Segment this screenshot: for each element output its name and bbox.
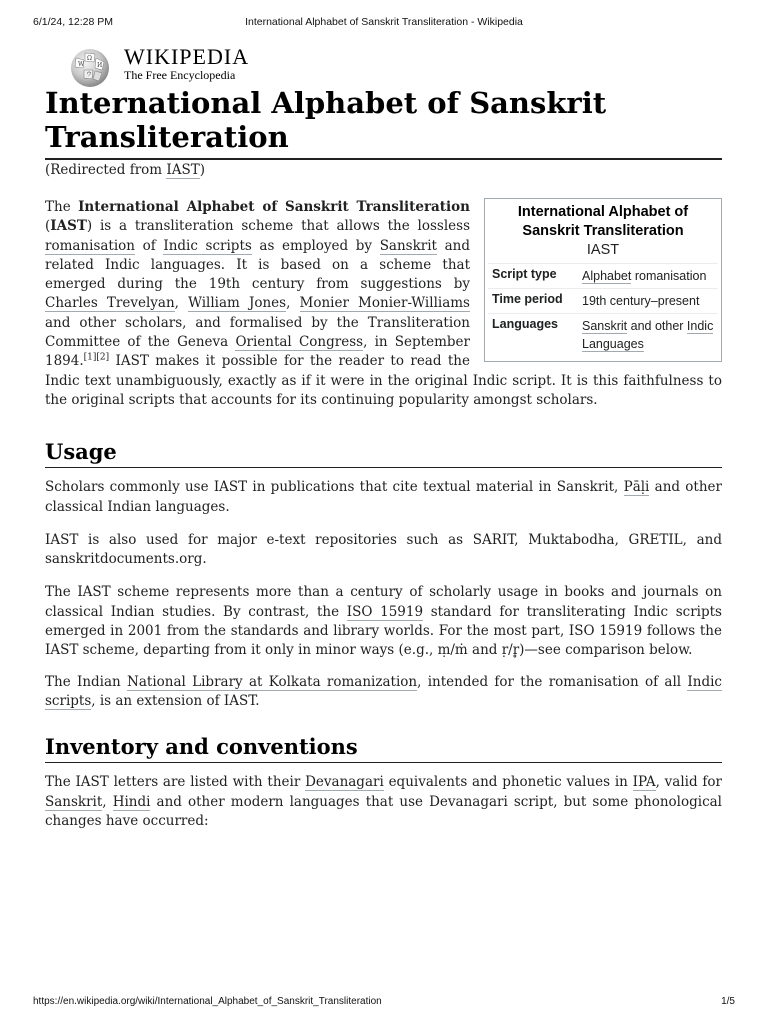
- usage-paragraph-2: IAST is also used for major e-text repositories such as SARIT, Muktabodha, GRETIL, and sanskritdocuments.org.: [45, 531, 722, 568]
- link-sanskrit[interactable]: Sanskrit: [45, 793, 103, 810]
- print-datetime: 6/1/24, 12:28 PM: [33, 16, 113, 28]
- infobox-row: [488, 289, 718, 314]
- link-sanskrit[interactable]: Sanskrit: [379, 237, 437, 254]
- link-indic-scripts[interactable]: Indic scripts: [163, 237, 252, 254]
- intro-paragraph: The International Alphabet of Sanskrit Transliteration (IAST) is a transliteration scheme that allows the lossless romanisation of Indic scripts as employed by Sanskrit and related Indic languages. It is based on a scheme that emerged during the 19th century from suggestions by Charles Trevelyan, William Jones, Monier Monier-Williams and other scholars, and formalised by the Transliteration Committee of the Geneva Oriental Congress, in September 1894.[1][2] IAST makes it possible for the reader to read the Indic text unambiguously, exactly as if it were in the original Indic script. It is this faithfulness to the original scripts that accounts for its continuing popularity amongst scholars.: [45, 199, 722, 408]
- link-oriental-congress[interactable]: Oriental Congress: [235, 334, 364, 351]
- redirect-link-iast[interactable]: IAST: [166, 162, 200, 178]
- link-romanisation[interactable]: romanisation: [45, 237, 135, 254]
- wordmark-tagline: The Free Encyclopedia: [124, 68, 236, 82]
- usage-paragraph-4: The Indian National Library at Kolkata romanization, intended for the romanisation of all Indic scripts, is an extension of IAST.: [45, 673, 722, 709]
- infobox-row: [488, 314, 718, 357]
- svg-text:ウ: ウ: [86, 71, 93, 78]
- article-content: [45, 86, 722, 831]
- link-pali[interactable]: Pāḷi: [623, 479, 650, 496]
- infobox-value: 19th century–present: [582, 294, 700, 308]
- usage-paragraph-3: The IAST scheme represents more than a century of scholarly usage in books and journals on classical Indian studies. By contrast, the ISO 15919 standard for transliterating Indic scripts emerged in 2001 from the standards and library worlds. For the most part, ISO 15919 follows the IAST scheme, departing from it only in minor ways (e.g., ṃ/ṁ and ṛ/r̥)—see comparison below.: [45, 584, 722, 659]
- link-indic-languages[interactable]: Indic Languages: [582, 319, 714, 351]
- inventory-paragraph-1: The IAST letters are listed with their Devanagari equivalents and phonetic values in IPA, valid for Sanskrit, Hindi and other modern languages that use Devanagari script, but some phonological changes have occurred:: [45, 774, 722, 829]
- svg-text:Ω: Ω: [87, 55, 92, 62]
- infobox-label: Languages: [492, 317, 558, 331]
- infobox-subtitle: IAST: [586, 242, 620, 258]
- redirect-notice: (Redirected from IAST): [45, 162, 206, 178]
- reference-2[interactable]: [2]: [96, 352, 110, 363]
- link-national-library-kolkata[interactable]: National Library at Kolkata romanization: [127, 673, 418, 690]
- print-url: https://en.wikipedia.org/wiki/International_Alphabet_of_Sanskrit_Transliteration: [33, 996, 382, 1007]
- svg-text:W: W: [78, 61, 85, 68]
- print-page-title: International Alphabet of Sanskrit Transliteration - Wikipedia: [245, 16, 523, 28]
- wordmark-name: WIKIPEDIA: [124, 44, 250, 69]
- infobox-table: [488, 263, 718, 356]
- link-alphabet[interactable]: Alphabet: [582, 269, 632, 283]
- intro-section: [45, 198, 722, 410]
- wikipedia-wordmark[interactable]: [124, 44, 249, 82]
- infobox-label: Script type: [492, 267, 557, 281]
- infobox-title: International Alphabet of Sanskrit Transliteration: [517, 204, 689, 239]
- link-william-jones[interactable]: William Jones: [188, 295, 287, 312]
- link-devanagari[interactable]: Devanagari: [305, 774, 384, 791]
- link-iso-15919[interactable]: ISO 15919: [346, 603, 424, 620]
- infobox-value: Sanskrit and other Indic Languages: [582, 319, 714, 351]
- infobox: [484, 198, 722, 362]
- infobox-row: [488, 264, 718, 289]
- usage-paragraph-1: Scholars commonly use IAST in publications that cite textual material in Sanskrit, Pāḷi and other classical Indian languages.: [45, 479, 722, 515]
- link-monier-williams[interactable]: Monier Monier-Williams: [299, 295, 470, 312]
- infobox-value: Alphabet romanisation: [582, 269, 707, 283]
- svg-text:И: И: [97, 62, 103, 69]
- link-sanskrit[interactable]: Sanskrit: [582, 319, 628, 333]
- link-ipa[interactable]: IPA: [632, 774, 656, 791]
- print-page-number: 1/5: [721, 996, 735, 1007]
- section-heading-usage: Usage: [45, 438, 722, 468]
- reference-1[interactable]: [1]: [83, 352, 97, 363]
- section-heading-inventory: Inventory and conventions: [45, 733, 722, 763]
- wikipedia-globe-icon[interactable]: [64, 44, 116, 88]
- link-charles-trevelyan[interactable]: Charles Trevelyan: [45, 295, 175, 312]
- link-indic-scripts[interactable]: Indic scripts: [45, 673, 722, 709]
- link-hindi[interactable]: Hindi: [112, 793, 151, 810]
- page-title: International Alphabet of Sanskrit Transliteration: [45, 86, 722, 160]
- infobox-label: Time period: [492, 292, 563, 306]
